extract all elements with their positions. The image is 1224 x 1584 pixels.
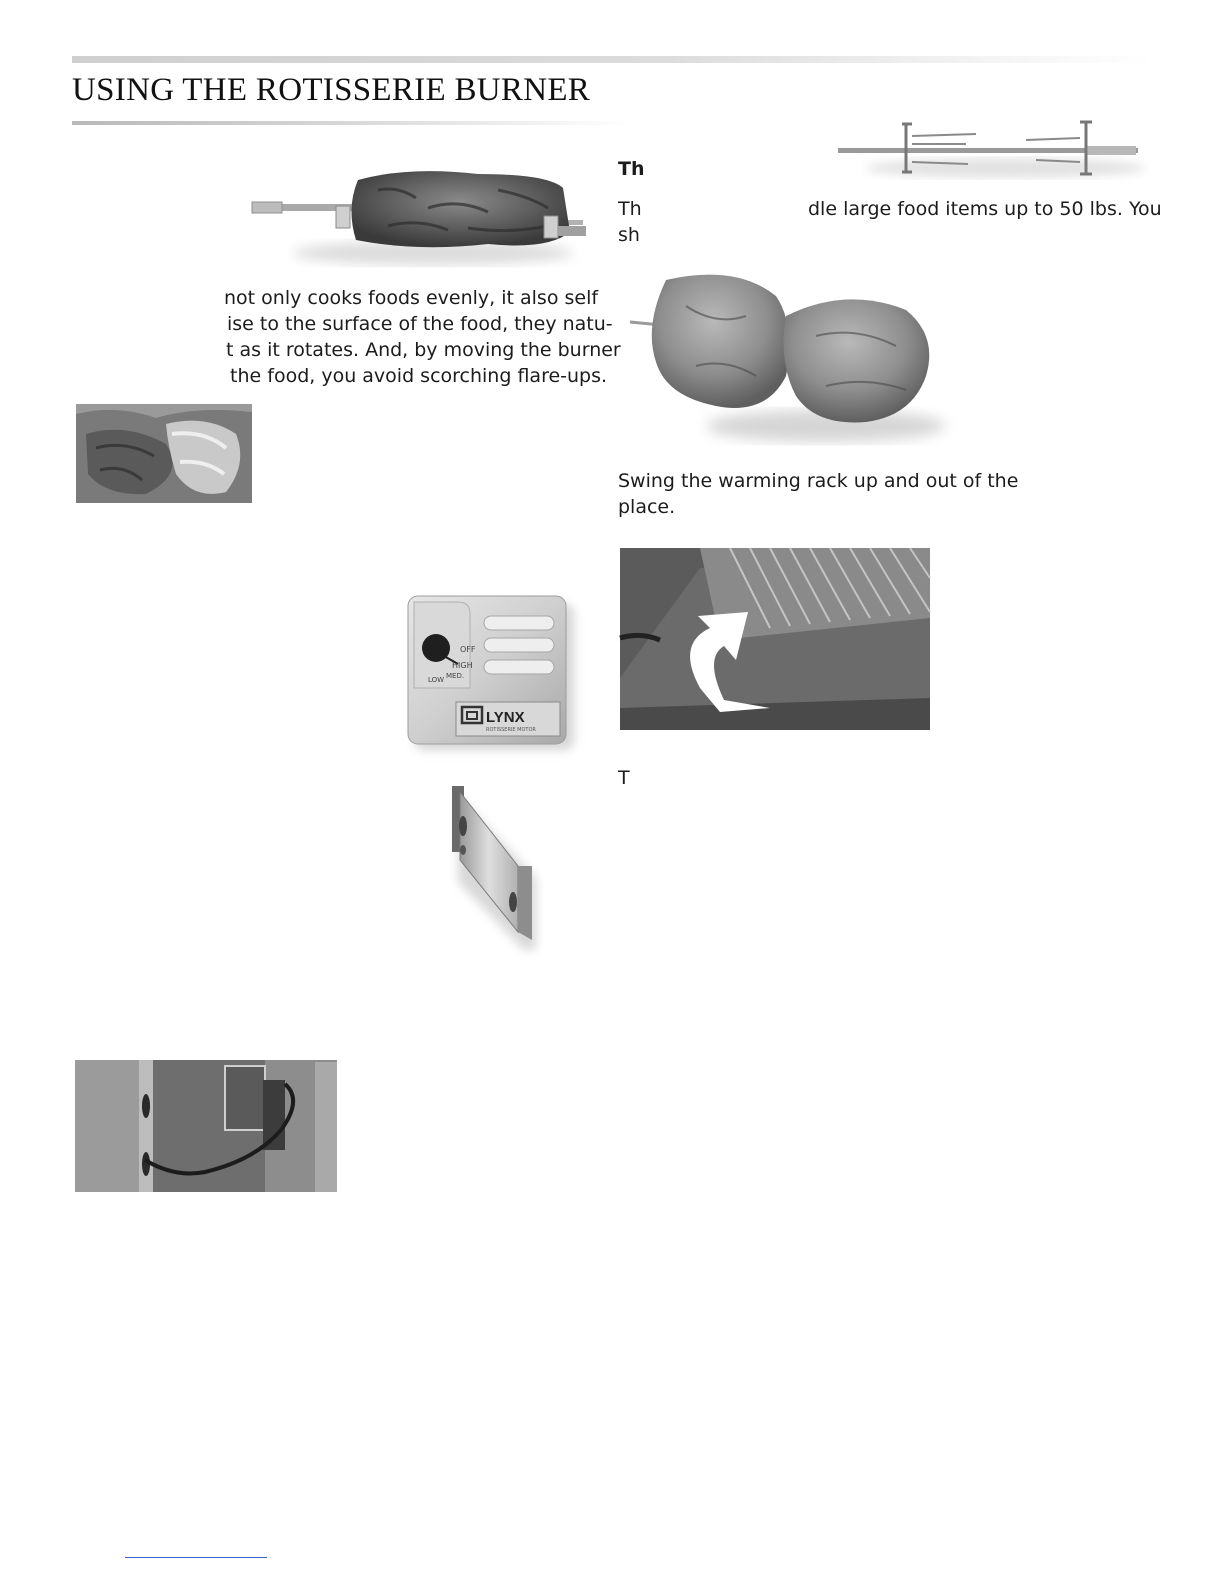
left-paragraph-line-3: t as it rotates. And, by moving the burner xyxy=(226,339,621,361)
left-paragraph-line-2: ise to the surface of the food, they natu- xyxy=(227,313,613,335)
right-intro-line-1a: Th xyxy=(618,198,642,220)
sliced-meat-photo xyxy=(76,404,252,503)
rotisserie-motor-photo xyxy=(400,592,580,752)
knob-label-off: OFF xyxy=(460,645,476,654)
left-paragraph-line-1: not only cooks foods evenly, it also self xyxy=(224,287,599,309)
spit-rod-forks-photo xyxy=(836,116,1148,186)
top-rule xyxy=(72,56,1152,63)
knob-label-med: MED. xyxy=(446,672,465,680)
right-intro-line-2: sh xyxy=(618,224,640,246)
page-title: USING THE ROTISSERIE BURNER xyxy=(72,72,591,108)
right-fragment-t: T xyxy=(618,767,630,789)
motor-brand: LYNX xyxy=(486,709,525,726)
motor-plate-text: ROTISSERIE MOTOR xyxy=(486,727,536,733)
chickens-on-spit-photo xyxy=(626,266,946,452)
right-heading: Th xyxy=(618,158,645,180)
title-underline xyxy=(72,121,632,125)
right-intro-line-1b: dle large food items up to 50 lbs. You xyxy=(808,198,1162,220)
grill-side-bracket-photo xyxy=(75,1060,337,1192)
motor-bracket-photo xyxy=(440,782,550,952)
footer-link-underline xyxy=(125,1557,267,1558)
meat-on-spit-photo xyxy=(248,168,588,268)
swing-line-1: Swing the warming rack up and out of the xyxy=(618,470,1019,492)
left-paragraph-line-4: the food, you avoid scorching flare-ups. xyxy=(224,365,608,387)
warming-rack-photo xyxy=(620,548,930,730)
swing-line-2: place. xyxy=(618,496,676,518)
knob-label-high: HIGH xyxy=(452,661,473,670)
knob-label-low: LOW xyxy=(428,676,445,684)
